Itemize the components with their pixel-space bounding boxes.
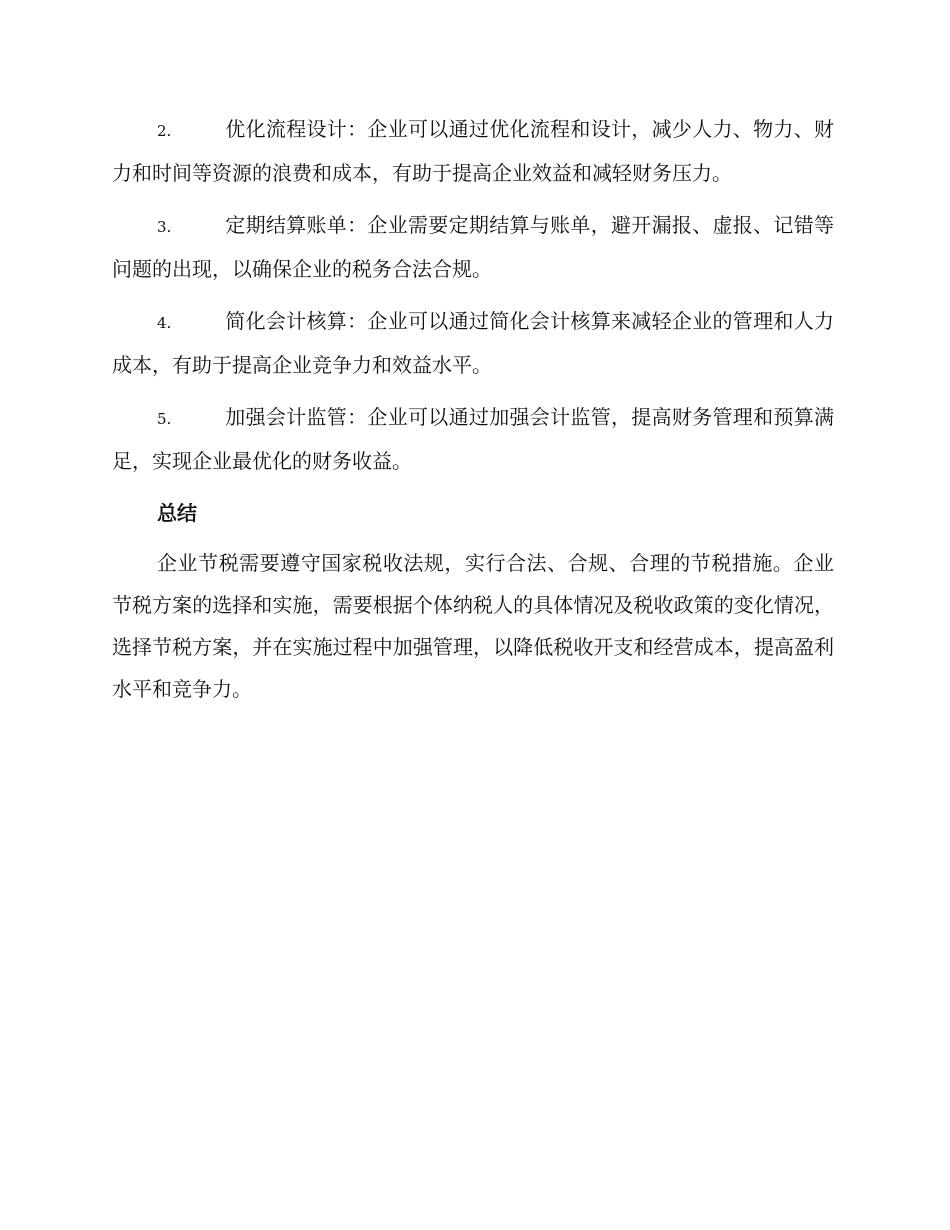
list-item-number: 3.: [157, 218, 172, 236]
list-item: [112, 204, 834, 290]
list-item-text: 优化流程设计：企业可以通过优化流程和设计，减少人力、物力、财力和时间等资源的浪费和成本，有助于提高企业效益和减轻财务压力。: [112, 117, 834, 185]
list-item-text: 定期结算账单：企业需要定期结算与账单，避开漏报、虚报、记错等问题的出现，以确保企业的税务合法合规。: [112, 213, 834, 281]
list-item-number: 2.: [157, 122, 172, 140]
list-item: [112, 396, 834, 482]
list-item-text: 简化会计核算：企业可以通过简化会计核算来减轻企业的管理和人力成本，有助于提高企业竞争力和效益水平。: [112, 309, 834, 377]
summary-paragraph: 企业节税需要遵守国家税收法规，实行合法、合规、合理的节税措施。企业节税方案的选择和实施，需要根据个体纳税人的具体情况及税收政策的变化情况，选择节税方案，并在实施过程中加强管理，以降低税收开支和经营成本，提高盈利水平和竞争力。: [112, 551, 834, 701]
list-item-number: 5.: [157, 410, 172, 428]
list-item-text: 加强会计监管：企业可以通过加强会计监管，提高财务管理和预算满足，实现企业最优化的财务收益。: [112, 405, 834, 473]
list-item: [112, 300, 834, 386]
document-content: [112, 108, 834, 710]
list-item-number: 4.: [157, 314, 172, 332]
list-item: [112, 108, 834, 194]
section-heading: 总结: [157, 501, 197, 525]
